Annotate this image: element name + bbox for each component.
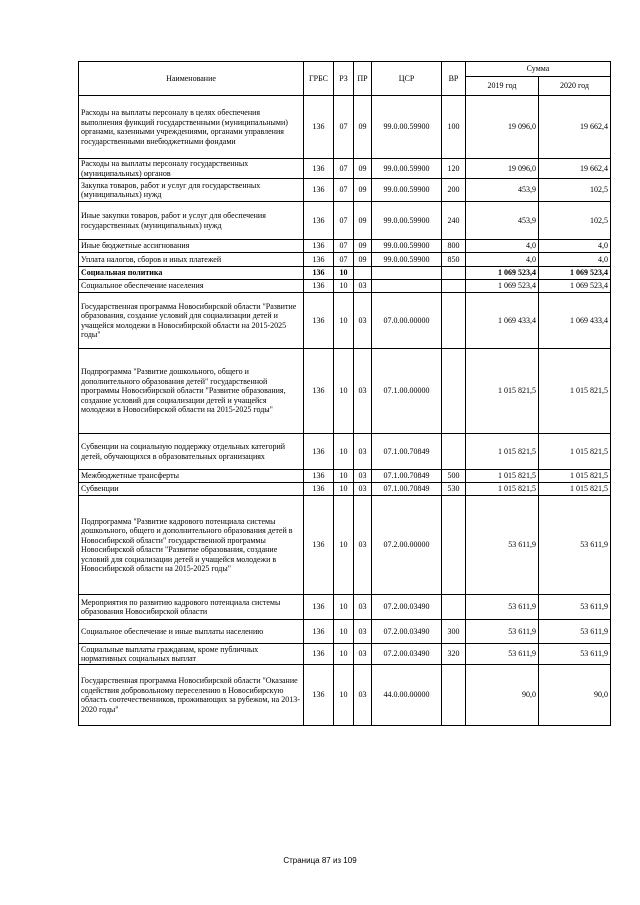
cell-grbs: 136 — [304, 96, 334, 159]
cell-csr: 07.2.00.03490 — [372, 644, 442, 665]
cell-rz: 10 — [334, 644, 354, 665]
cell-pr: 03 — [354, 483, 372, 496]
cell-vr — [442, 293, 466, 349]
cell-name: Закупка товаров, работ и услуг для государственных (муниципальных) нужд — [79, 179, 304, 202]
cell-2019: 53 611,9 — [466, 496, 539, 595]
cell-name: Субвенции на социальную поддержку отдельных категорий детей, обучающихся в образовательных организациях — [79, 434, 304, 470]
cell-rz: 07 — [334, 202, 354, 240]
col-header-pr: ПР — [354, 62, 372, 96]
cell-grbs: 136 — [304, 253, 334, 267]
cell-grbs: 136 — [304, 595, 334, 620]
cell-rz: 10 — [334, 267, 354, 280]
cell-2020: 53 611,9 — [539, 620, 611, 644]
cell-rz: 07 — [334, 179, 354, 202]
table-row — [79, 470, 611, 483]
cell-rz: 10 — [334, 280, 354, 293]
cell-pr: 03 — [354, 644, 372, 665]
page-number-footer: Страница 87 из 109 — [283, 856, 357, 865]
cell-name: Расходы на выплаты персоналу государственных (муниципальных) органов — [79, 159, 304, 179]
cell-vr — [442, 349, 466, 434]
cell-pr — [354, 267, 372, 280]
cell-grbs: 136 — [304, 159, 334, 179]
cell-grbs: 136 — [304, 483, 334, 496]
table-row — [79, 202, 611, 240]
cell-2020: 1 069 433,4 — [539, 293, 611, 349]
cell-2019: 4,0 — [466, 240, 539, 253]
table-row — [79, 253, 611, 267]
cell-2019: 90,0 — [466, 665, 539, 726]
cell-vr — [442, 267, 466, 280]
cell-csr — [372, 280, 442, 293]
cell-rz: 10 — [334, 665, 354, 726]
cell-name: Социальное обеспечение и иные выплаты населению — [79, 620, 304, 644]
budget-table — [78, 61, 611, 726]
cell-vr — [442, 496, 466, 595]
cell-grbs: 136 — [304, 470, 334, 483]
cell-pr: 09 — [354, 240, 372, 253]
cell-2020: 102,5 — [539, 179, 611, 202]
cell-grbs: 136 — [304, 496, 334, 595]
cell-2020: 4,0 — [539, 240, 611, 253]
cell-2020: 1 069 523,4 — [539, 280, 611, 293]
cell-vr: 530 — [442, 483, 466, 496]
cell-csr: 07.2.00.00000 — [372, 496, 442, 595]
cell-2020: 53 611,9 — [539, 496, 611, 595]
cell-vr: 300 — [442, 620, 466, 644]
cell-2020: 53 611,9 — [539, 644, 611, 665]
cell-pr: 03 — [354, 620, 372, 644]
cell-rz: 10 — [334, 470, 354, 483]
col-header-sum: Сумма — [466, 62, 611, 77]
cell-csr: 99.0.00.59900 — [372, 179, 442, 202]
col-header-2020: 2020 год — [539, 77, 611, 96]
cell-2019: 1 015 821,5 — [466, 349, 539, 434]
cell-grbs: 136 — [304, 434, 334, 470]
cell-name: Иные закупки товаров, работ и услуг для обеспечения государственных (муниципальных) нужд — [79, 202, 304, 240]
cell-vr: 320 — [442, 644, 466, 665]
col-header-vr: ВР — [442, 62, 466, 96]
cell-vr: 500 — [442, 470, 466, 483]
table-row — [79, 349, 611, 434]
cell-vr — [442, 434, 466, 470]
cell-2020: 1 015 821,5 — [539, 470, 611, 483]
cell-2019: 1 069 523,4 — [466, 267, 539, 280]
cell-rz: 07 — [334, 96, 354, 159]
table-row — [79, 280, 611, 293]
cell-csr: 99.0.00.59900 — [372, 253, 442, 267]
cell-csr: 99.0.00.59900 — [372, 240, 442, 253]
cell-2020: 1 015 821,5 — [539, 434, 611, 470]
header-row-1 — [79, 62, 611, 77]
cell-grbs: 136 — [304, 349, 334, 434]
cell-csr: 07.1.00.70849 — [372, 470, 442, 483]
cell-pr: 03 — [354, 595, 372, 620]
table-body — [79, 96, 611, 726]
cell-csr: 44.0.00.00000 — [372, 665, 442, 726]
cell-grbs: 136 — [304, 620, 334, 644]
cell-csr: 07.0.00.00000 — [372, 293, 442, 349]
cell-pr: 09 — [354, 96, 372, 159]
cell-grbs: 136 — [304, 240, 334, 253]
table-row — [79, 496, 611, 595]
table-row — [79, 179, 611, 202]
cell-pr: 03 — [354, 293, 372, 349]
cell-2020: 1 015 821,5 — [539, 483, 611, 496]
cell-csr: 99.0.00.59900 — [372, 202, 442, 240]
cell-csr: 99.0.00.59900 — [372, 96, 442, 159]
cell-rz: 10 — [334, 620, 354, 644]
cell-csr: 07.2.00.03490 — [372, 620, 442, 644]
cell-2019: 4,0 — [466, 253, 539, 267]
cell-pr: 03 — [354, 434, 372, 470]
cell-name: Социальное обеспечение населения — [79, 280, 304, 293]
col-header-csr: ЦСР — [372, 62, 442, 96]
cell-grbs: 136 — [304, 202, 334, 240]
table-row — [79, 159, 611, 179]
cell-vr: 850 — [442, 253, 466, 267]
cell-2019: 1 015 821,5 — [466, 470, 539, 483]
cell-rz: 07 — [334, 253, 354, 267]
table-row — [79, 240, 611, 253]
cell-rz: 07 — [334, 240, 354, 253]
col-header-name: Наименование — [79, 62, 304, 96]
cell-csr — [372, 267, 442, 280]
cell-vr: 240 — [442, 202, 466, 240]
cell-2020: 1 015 821,5 — [539, 349, 611, 434]
cell-2019: 53 611,9 — [466, 620, 539, 644]
cell-rz: 10 — [334, 496, 354, 595]
table-row — [79, 595, 611, 620]
cell-2019: 53 611,9 — [466, 595, 539, 620]
cell-2019: 19 096,0 — [466, 159, 539, 179]
table-row — [79, 96, 611, 159]
cell-vr: 100 — [442, 96, 466, 159]
cell-csr: 99.0.00.59900 — [372, 159, 442, 179]
cell-vr — [442, 665, 466, 726]
cell-pr: 09 — [354, 253, 372, 267]
cell-2020: 19 662,4 — [539, 96, 611, 159]
cell-csr: 07.2.00.03490 — [372, 595, 442, 620]
cell-rz: 10 — [334, 595, 354, 620]
cell-name: Иные бюджетные ассигнования — [79, 240, 304, 253]
table-row — [79, 665, 611, 726]
cell-name: Уплата налогов, сборов и иных платежей — [79, 253, 304, 267]
cell-2020: 53 611,9 — [539, 595, 611, 620]
cell-grbs: 136 — [304, 293, 334, 349]
cell-rz: 10 — [334, 434, 354, 470]
cell-vr: 120 — [442, 159, 466, 179]
cell-name: Социальные выплаты гражданам, кроме публичных нормативных социальных выплат — [79, 644, 304, 665]
cell-csr: 07.1.00.70849 — [372, 483, 442, 496]
cell-name: Государственная программа Новосибирской области "Оказание содействия добровольному переселению в Новосибирскую область соотечественников, проживающих за рубежом, на 2013-2020 годы" — [79, 665, 304, 726]
cell-name: Государственная программа Новосибирской области "Развитие образования, создание условий для социализации детей и учащейся молодежи в Новосибирской области на 2015-2025 годы" — [79, 293, 304, 349]
cell-2020: 102,5 — [539, 202, 611, 240]
cell-rz: 10 — [334, 293, 354, 349]
table-row — [79, 483, 611, 496]
cell-vr: 800 — [442, 240, 466, 253]
cell-grbs: 136 — [304, 179, 334, 202]
table-row — [79, 620, 611, 644]
cell-rz: 07 — [334, 159, 354, 179]
col-header-grbs: ГРБС — [304, 62, 334, 96]
table-row — [79, 644, 611, 665]
cell-name: Мероприятия по развитию кадрового потенциала системы образования Новосибирской области — [79, 595, 304, 620]
table-row — [79, 293, 611, 349]
cell-name: Подпрограмма "Развитие дошкольного, общего и дополнительного образования детей" государственной программы Новосибирской области "Развитие образования, создание условий для социализации детей и учащейся молодежи в Новосибирской области на 2015-2025 годы" — [79, 349, 304, 434]
cell-pr: 09 — [354, 202, 372, 240]
cell-2019: 1 069 523,4 — [466, 280, 539, 293]
cell-2019: 1 015 821,5 — [466, 483, 539, 496]
col-header-2019: 2019 год — [466, 77, 539, 96]
cell-vr: 200 — [442, 179, 466, 202]
cell-vr — [442, 595, 466, 620]
cell-csr: 07.1.00.00000 — [372, 349, 442, 434]
cell-2020: 4,0 — [539, 253, 611, 267]
cell-rz: 10 — [334, 483, 354, 496]
cell-pr: 03 — [354, 280, 372, 293]
cell-grbs: 136 — [304, 280, 334, 293]
cell-2020: 90,0 — [539, 665, 611, 726]
cell-vr — [442, 280, 466, 293]
cell-2019: 53 611,9 — [466, 644, 539, 665]
cell-name: Подпрограмма "Развитие кадрового потенциала системы дошкольного, общего и дополнительного образования детей в Новосибирской области" государственной программы Новосибирской области "Развитие образования, создание условий для социализации детей и учащейся молодежи в Новосибирской области на 2015-2025 годы" — [79, 496, 304, 595]
table-row — [79, 267, 611, 280]
cell-2019: 453,9 — [466, 202, 539, 240]
cell-pr: 03 — [354, 665, 372, 726]
cell-2019: 19 096,0 — [466, 96, 539, 159]
cell-name: Социальная политика — [79, 267, 304, 280]
cell-pr: 03 — [354, 496, 372, 595]
cell-2020: 19 662,4 — [539, 159, 611, 179]
cell-name: Межбюджетные трансферты — [79, 470, 304, 483]
cell-2020: 1 069 523,4 — [539, 267, 611, 280]
cell-2019: 453,9 — [466, 179, 539, 202]
table-row — [79, 434, 611, 470]
cell-csr: 07.1.00.70849 — [372, 434, 442, 470]
cell-rz: 10 — [334, 349, 354, 434]
cell-2019: 1 069 433,4 — [466, 293, 539, 349]
cell-grbs: 136 — [304, 644, 334, 665]
cell-name: Расходы на выплаты персоналу в целях обеспечения выполнения функций государственными (муниципальными) органами, казенными учреждениями, органами управления государственными внебюджетными фондами — [79, 96, 304, 159]
cell-grbs: 136 — [304, 267, 334, 280]
cell-pr: 09 — [354, 179, 372, 202]
cell-grbs: 136 — [304, 665, 334, 726]
cell-name: Субвенции — [79, 483, 304, 496]
cell-2019: 1 015 821,5 — [466, 434, 539, 470]
cell-pr: 03 — [354, 349, 372, 434]
cell-pr: 03 — [354, 470, 372, 483]
col-header-rz: РЗ — [334, 62, 354, 96]
cell-pr: 09 — [354, 159, 372, 179]
